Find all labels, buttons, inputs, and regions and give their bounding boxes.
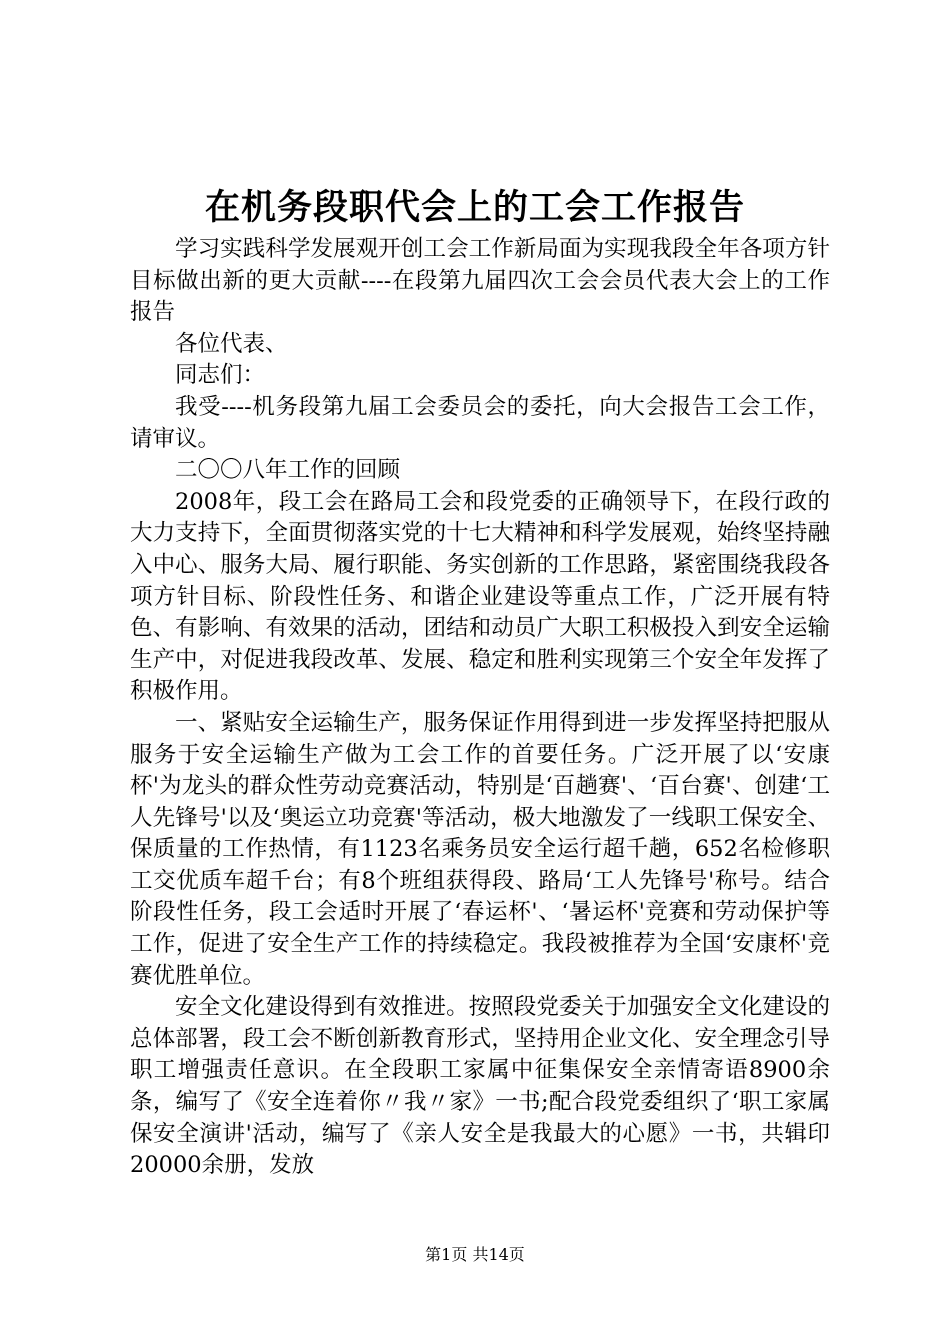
paragraph-section-one: 一、紧贴安全运输生产，服务保证作用得到进一步发挥坚持把服从服务于安全运输生产做为工会工作的首要任务。广泛开展了以‘安康杯'为龙头的群众性劳动竞赛活动，特别是‘百趟赛'、‘百台赛'、创建‘工人先锋号'以及‘奥运立功竞赛'等活动，极大地激发了一线职工保安全、保质量的工作热情，有1123名乘务员安全运行超千趟，652名检修职工交优质车超千台；有8个班组获得段、路局‘工人先锋号'称号。结合阶段性任务，段工会适时开展了‘春运杯'、‘暑运杯'竞赛和劳动保护等工作，促进了安全生产工作的持续稳定。我段被推荐为全国‘安康杯'竞赛优胜单位。 (130, 709, 830, 989)
paragraph-2008-summary: 2008年，段工会在路局工会和段党委的正确领导下，在段行政的大力支持下，全面贯彻落实党的十七大精神和科学发展观，始终坚持融入中心、服务大局、履行职能、务实创新的工作思路，紧密围绕我段各项方针目标、阶段性任务、和谐企业建设等重点工作，广泛开展有特色、有影响、有效果的活动，团结和动员广大职工积极投入到安全运输生产中，对促进我段改革、发展、稳定和胜利实现第三个安全年发挥了积极作用。 (130, 488, 830, 705)
paragraph-salutation-comrades: 同志们： (175, 362, 266, 389)
paragraph-intro: 我受----机务段第九届工会委员会的委托，向大会报告工会工作，请审议。 (130, 393, 830, 452)
document-title: 在机务段职代会上的工会工作报告 (204, 187, 745, 228)
paragraph-salutation-delegates: 各位代表、 (175, 330, 288, 357)
paragraph-safety-culture: 安全文化建设得到有效推进。按照段党委关于加强安全文化建设的总体部署，段工会不断创新教育形式，坚持用企业文化、安全理念引导职工增强责任意识。在全段职工家属中征集保安全亲情寄语8900余条，编写了《安全连着你〃我〃家》一书;配合段党委组织了‘职工家属保安全演讲'活动，编写了《亲人安全是我最大的心愿》一书，共辑印20000余册，发放 (130, 994, 830, 1179)
page-footer: 第1页 共14页 (425, 1245, 525, 1264)
section-heading-review: 二〇〇八年工作的回顾 (175, 457, 401, 484)
document-body (130, 234, 830, 1182)
paragraph-subtitle: 学习实践科学发展观开创工会工作新局面为实现我段全年各项方针目标做出新的更大贡献----在段第九届四次工会会员代表大会上的工作报告 (130, 236, 830, 326)
